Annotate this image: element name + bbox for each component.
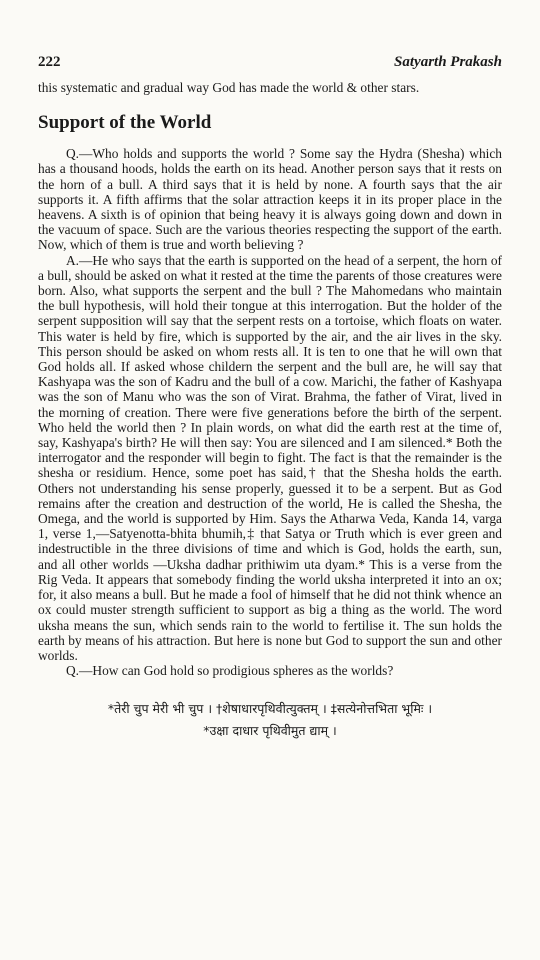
- footnote-line-2: *उक्षा दाधार पृथिवीमुत द्याम् ।: [203, 723, 337, 739]
- footnotes: [38, 698, 502, 742]
- intro-text: this systematic and gradual way God has made the world & other stars.: [38, 80, 420, 95]
- page-number: 222: [38, 54, 61, 70]
- section-heading: Support of the World: [38, 112, 212, 134]
- book-title: Satyarth Prakash: [394, 54, 502, 70]
- footnote-line-1: *तेरी चुप मेरी भी चुप । †शेषाधारपृथिवीत्युक्तम् । ‡सत्येनोत्तभिता भूमिः ।: [107, 701, 433, 717]
- page-header: [38, 54, 502, 71]
- question-paragraph-2: Q.—How can God hold so prodigious spheres as the worlds?: [66, 663, 394, 679]
- question-paragraph: Q.—Who holds and supports the world ? Some say the Hydra (Shesha) which has a thousand hoods, holds the earth on its head. Another person says that it rests on the horn of a bull. A third says that it is held by none. A fourth says that the air supports it. A fifth affirms that the solar attraction keeps it in its proper place in the heavens. A sixth is of opinion that being heavy it is always going down and down in the vacuum of space. Such are the various theories respecting the support of the earth. Now, which of them is true and worth believing ?: [38, 146, 502, 253]
- answer-paragraph: A.—He who says that the earth is supported on the head of a serpent, the horn of a bull, should be asked on what it rested at the time the parents of those creatures were born. Also, what supports the serpent and the bull ? The Mahomedans who maintain the bull hypothesis, will hold their tongue at this interrogation. But the holder of the serpent supposition will say that the serpent rests on a tortoise, which floats on water. This water is held by fire, which is supported by the air, and the air lives in the sky. This person should be asked on whom rests all. It is ten to one that he will own that God holds all. If asked whose childern the serpent and the bull are, he will say that Kashyapa was the son of Kadru and the bull of a cow. Marichi, the father of Kashyapa was the son of Manu who was the son of Virat. Brahma, the father of Virat, lived in the morning of creation. There were five generations before the birth of the serpent. Who held the world then ? In plain words, on what did the earth rest at the time of, say, Kashyapa's birth? He will then say: You are silenced and I am silenced.* Both the interrogator and the responder will begin to fight. The fact is that the remainder is the shesha or residium. Hence, some poet has said,† that the Shesha holds the earth. Others not understanding his sense properly, guessed it to be a serpent. But as God remains after the creation and destruction of the world, He is called the Shesha, the Omega, and the world is supported by Him. Says the Atharwa Veda, Kanda 14, varga 1, verse 1,—Satyenotta-bhita bhumih,‡ that Satya or Truth which is ever green and indestructible in the three divisions of time and which is God, holds the earth, sun, and all other worlds —Uksha dadhar prithiwim uta dyam.* This is a verse from the Rig Veda. It appears that somebody finding the world uksha interpreted it into an ox; for, it also means a bull. But he made a fool of himself that he did not think whence an ox could muster strength sufficient to support as big a thing as the world. The word uksha means the sun, which sends rain to the world to fertilise it. The sun holds the earth by means of his attraction. But here is none but God to support the sun and other worlds.: [38, 252, 502, 663]
